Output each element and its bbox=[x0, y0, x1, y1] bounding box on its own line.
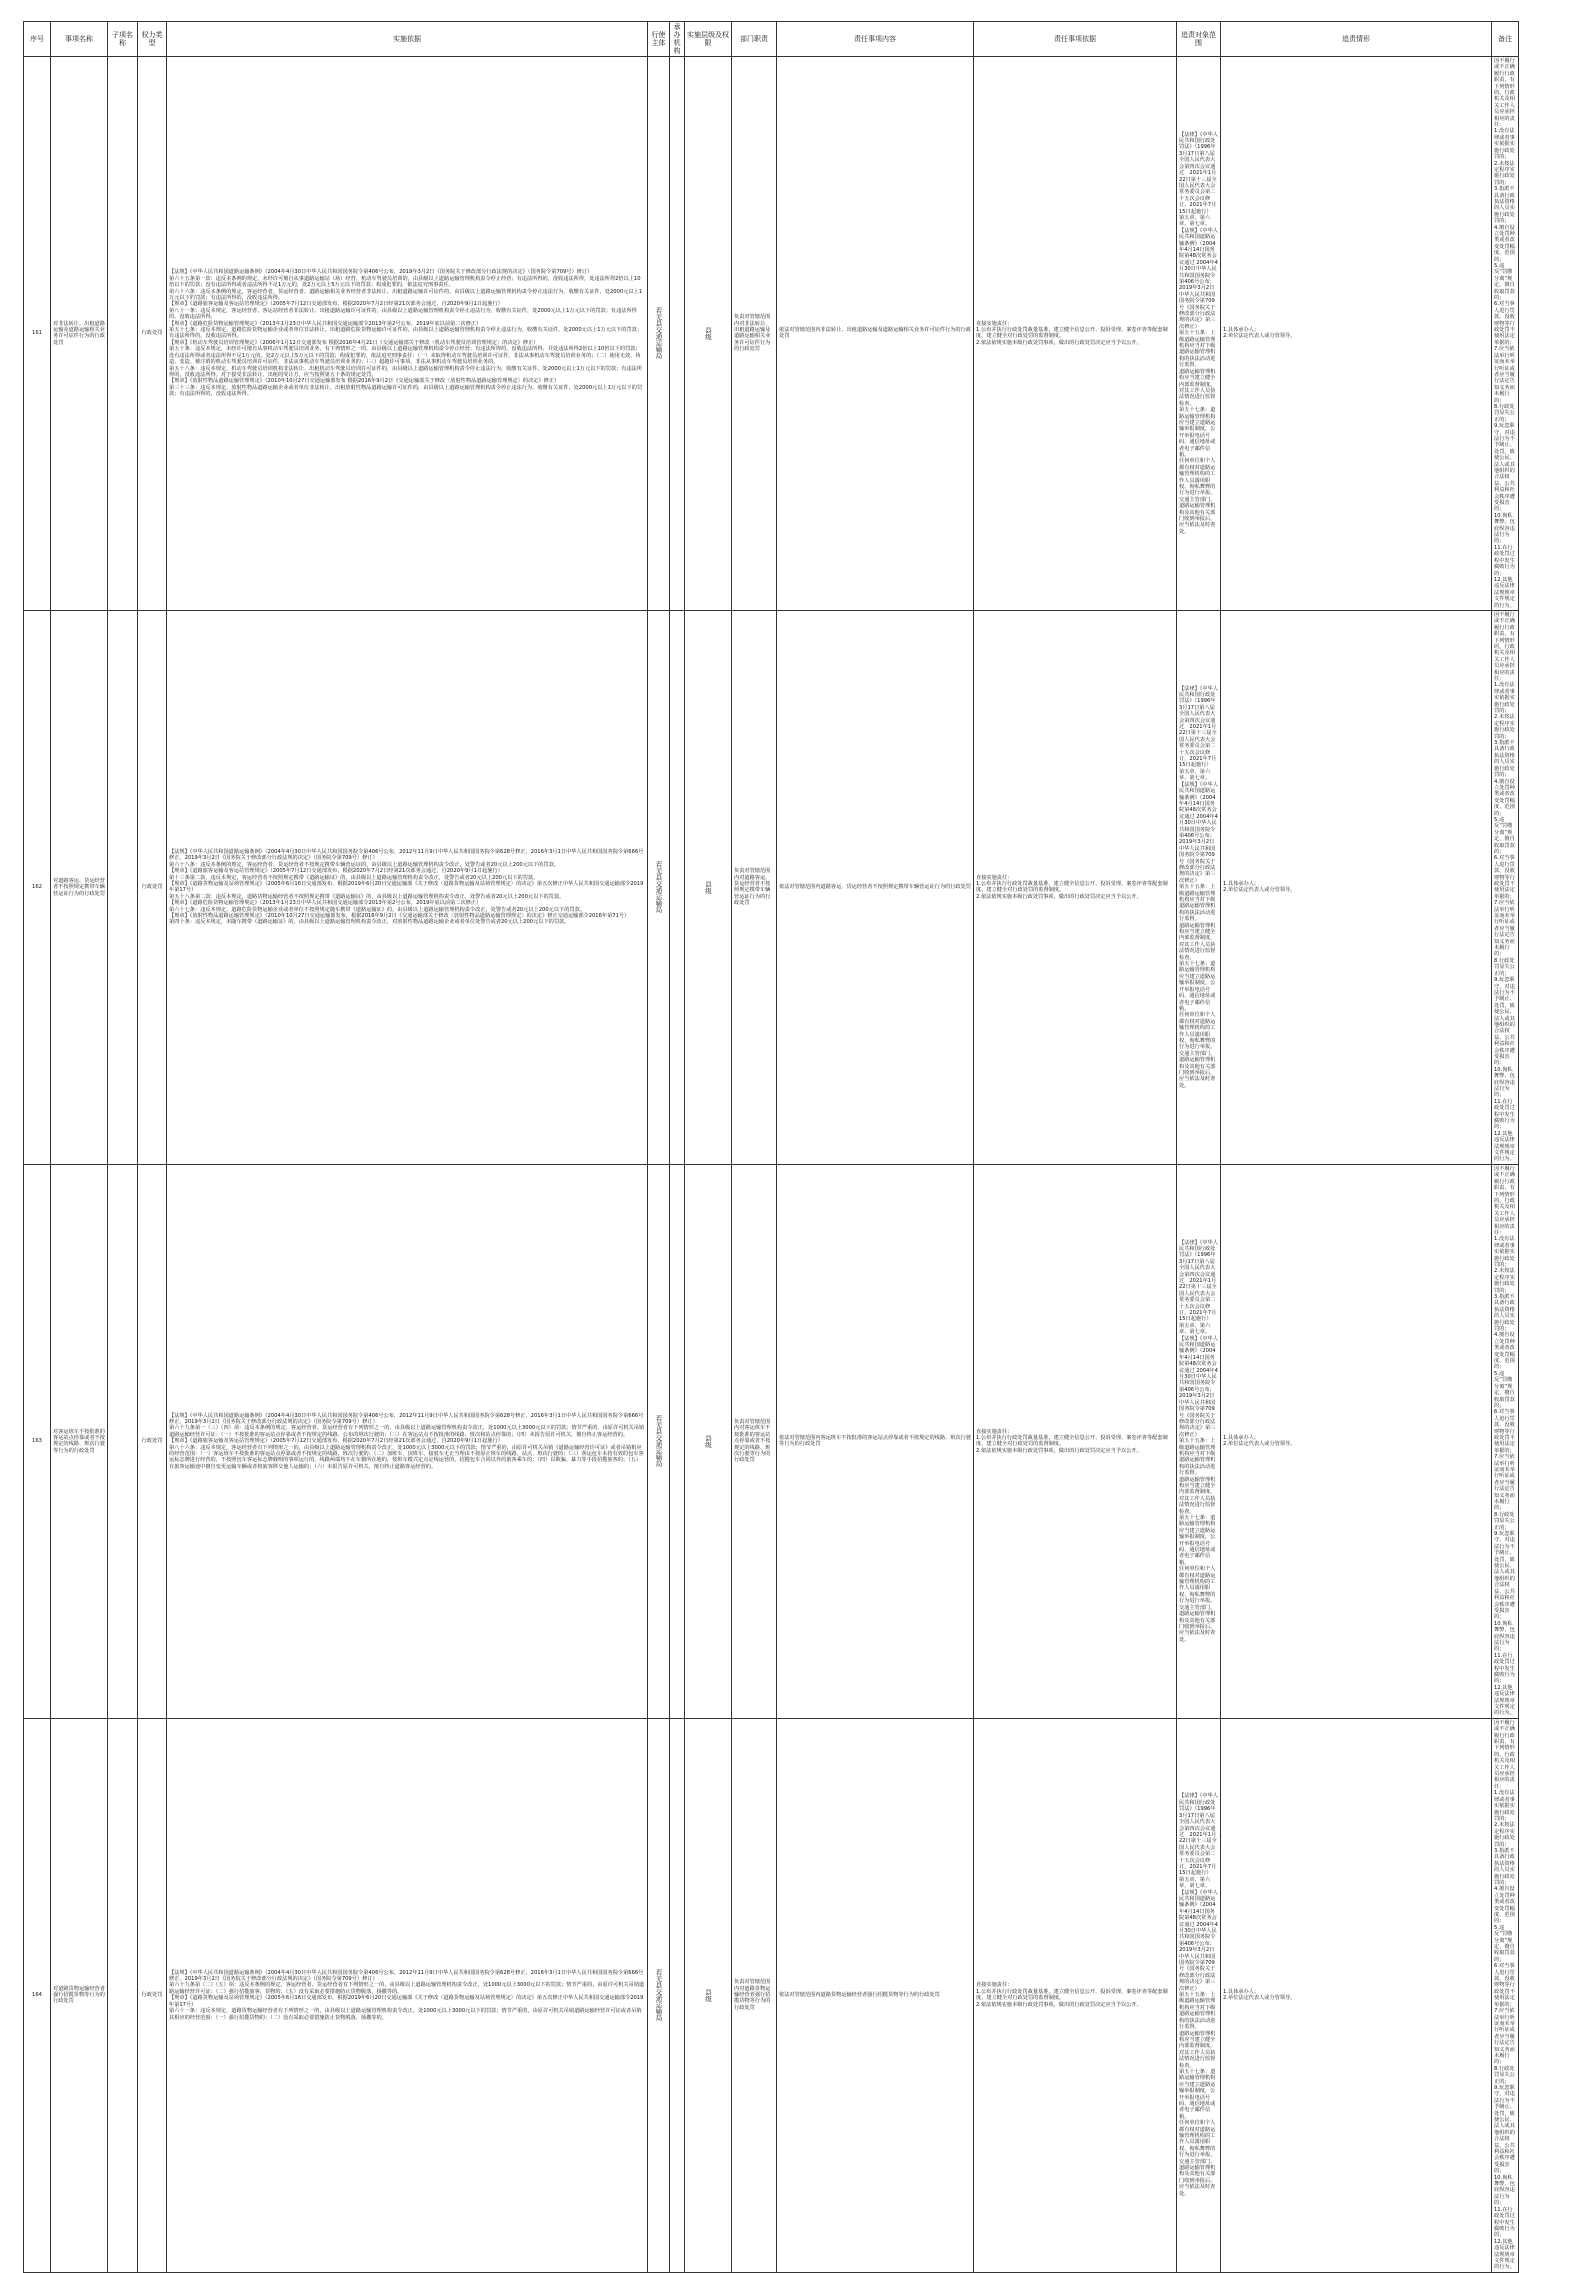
header-sub: 子项名称 bbox=[108, 22, 138, 57]
level: 县级 bbox=[704, 326, 712, 340]
row-no: 164 bbox=[24, 1718, 51, 2272]
duty-basis: 【法律】《中华人民共和国行政处罚法》（1996年3月17日第八届全国人民代表大会第四次会议通过 2021年1月22日第十三届全国人民代表大会常务委员会第二十五次会议修订，2021年7月15日起施行） 第五章、第六章、第七章。 【法规】《中华人民共和国道路运输条例》（2004年4月14日国务院第48次常务会议通过 2004年4月30日中华人民共和国国务院令第406号公布；2019年3月2日中华人民共和国国务院令第709号《国务院关于修改部分行政法规的决定》第三次修正） 第五十五条：上级道路运输管理机构应当对下级道路运输管理机构的执法活动进行监督。 道路运输管理机构应当建立健全内部监督制度，对其工作人员执法情况进行监督检查。 第五十七条：道路运输管理机构应当建立道路运输举报制度，公开举报电话号码、通信地址或者电子邮件信箱。 任何单位和个人都有权对道路运输管理机构的工作人员滥用职权、徇私舞弊的行为进行举报。交通主管部门、道路运输管理机构及其他有关部门收到举报后，应当依法及时查处。 bbox=[1177, 57, 1221, 611]
sub-item bbox=[108, 1718, 138, 2272]
accountability-situation: 因不履行或不正确履行行政职责，有下列情形的，行政机关及相关工作人员应承担相应的责任： 1.没有法律或者事实依据实施行政处罚的； 2.未按法定程序实施行政处罚的； 3.指派不具备行政执法资格的人员实施行政处罚的； 4.擅自设立处罚种类或者改变处罚幅度、范围的； 5.违反“罚缴分离”规定，擅自收取罚款的； 6.对当事人进行罚款，没收财物等行政处罚不使用法定单据的； 7.应当依法举行听证而未举行听证或者应当履行法定告知义务而未履行的； 8.行政处罚显失公正的； 9.玩忽职守，对违法行为不予制止、处罚，致使公民、法人或其他组织的合法权益、公共利益和社会秩序遭受损害的； 10.徇私舞弊、包庇纵容违法行为的； 11.在行政处罚过程中发生腐败行为的； 12.其他违反法律法规规章文件规定的行为。 bbox=[1492, 1718, 1519, 2272]
duty-basis: 【法律】《中华人民共和国行政处罚法》（1996年3月17日第八届全国人民代表大会第四次会议通过 2021年1月22日第十三届全国人民代表大会常务委员会第二十五次会议修订，2021年7月15日起施行） 第五章、第六章、第七章。 【法规】《中华人民共和国道路运输条例》（2004年4月14日国务院第48次常务会议通过 2004年4月30日中华人民共和国国务院令第406号公布；2019年3月2日中华人民共和国国务院令第709号《国务院关于修改部分行政法规的决定》第三次修正） 第五十五条：上级道路运输管理机构应当对下级道路运输管理机构的执法活动进行监督。 道路运输管理机构应当建立健全内部监督制度，对其工作人员执法情况进行监督检查。 第五十七条：道路运输管理机构应当建立道路运输举报制度，公开举报电话号码、通信地址或者电子邮件信箱。 任何单位和个人都有权对道路运输管理机构的工作人员滥用职权、徇私舞弊的行为进行举报。交通主管部门、道路运输管理机构及其他有关部门收到举报后，应当依法及时查处。 bbox=[1177, 610, 1221, 1164]
accountability-scope: 1.具体承办人； 2.单位法定代表人或分管领导。 bbox=[1221, 610, 1492, 1164]
header-situation: 追责情形 bbox=[1221, 22, 1492, 57]
subject: 若羌县交通运输局 bbox=[654, 307, 663, 360]
item-name: 对道路货物运输经营者强行招揽货物等行为的行政处罚 bbox=[51, 1718, 108, 2272]
duty-content: 直接实施责任： 1.公布并执行行政处罚裁量基准，建立健全信息公开、投诉受理、案卷评查等配套制度，建立健全对行政处罚的监督制度。 2.依法依规实施本级行政处罚事项，做出的行政处罚决定应当予以公开。 bbox=[974, 57, 1177, 611]
level: 县级 bbox=[704, 1434, 712, 1448]
legal-basis: 【法规】《中华人民共和国道路运输条例》（2004年4月30日中华人民共和国国务院令第406号公布，2012年11月9日中华人民共和国国务院令第628号修正，2016年3月1日中华人民共和国国务院令第666号修正，2019年3月2日《国务院关于修改部分行政法规的决定》（国务院令第709号）修订） 第六十九条第（二）（五）项：违反本条例的规定，客运经营者、货运经营者有下列情形之一的，由县级以上道路运输管理机构责令改正，处1000元以上3000元以下的罚款；情节严重的，由原许可机关吊销道路运输经营许可证：（二）强行招揽旅客、货物的；（五）没有采取必要措施防止货物脱落、扬撒等的。 【规章】《道路货物运输及站场管理规定》（2005年6月16日交通部发布，根据2019年6月20日交通运输部《关于修改〈道路货物运输及站场管理规定〉的决定》第五次修正中华人民共和国交通运输部令2019年第17号） 第六十一条：违反本规定，道路货物运输经营者有下列情形之一的，由县级以上道路运输管理机构责令改正，处1000元以上3000元以下的罚款；情节严重的，由原许可机关吊销道路运输经营许可证或者吊销其相应的经营范围：（一）强行招揽货物的；（二）没有采取必要措施防止货物脱落、扬撒等的。 bbox=[167, 1718, 648, 2272]
duty-basis: 【法律】《中华人民共和国行政处罚法》（1996年3月17日第八届全国人民代表大会第四次会议通过 2021年1月22日第十三届全国人民代表大会常务委员会第二十五次会议修订，2021年7月15日起施行） 第五章、第六章、第七章。 【法规】《中华人民共和国道路运输条例》（2004年4月14日国务院第48次常务会议通过 2004年4月30日中华人民共和国国务院令第406号公布；2019年3月2日中华人民共和国国务院令第709号《国务院关于修改部分行政法规的决定》第三次修正） 第五十五条：上级道路运输管理机构应当对下级道路运输管理机构的执法活动进行监督。 道路运输管理机构应当建立健全内部监督制度，对其工作人员执法情况进行监督检查。 第五十七条：道路运输管理机构应当建立道路运输举报制度，公开举报电话号码、通信地址或者电子邮件信箱。 任何单位和个人都有权对道路运输管理机构的工作人员滥用职权、徇私舞弊的行为进行举报。交通主管部门、道路运输管理机构及其他有关部门收到举报后，应当依法及时查处。 bbox=[1177, 1718, 1221, 2272]
duty-basis: 【法律】《中华人民共和国行政处罚法》（1996年3月17日第八届全国人民代表大会第四次会议通过 2021年1月22日第十三届全国人民代表大会常务委员会第二十五次会议修订，2021年7月15日起施行） 第五章、第六章、第七章。 【法规】《中华人民共和国道路运输条例》（2004年4月14日国务院第48次常务会议通过 2004年4月30日中华人民共和国国务院令第406号公布；2019年3月2日中华人民共和国国务院令第709号《国务院关于修改部分行政法规的决定》第三次修正） 第五十五条：上级道路运输管理机构应当对下级道路运输管理机构的执法活动进行监督。 道路运输管理机构应当建立健全内部监督制度，对其工作人员执法情况进行监督检查。 第五十七条：道路运输管理机构应当建立道路运输举报制度，公开举报电话号码、通信地址或者电子邮件信箱。 任何单位和个人都有权对道路运输管理机构的工作人员滥用职权、徇私舞弊的行为进行举报。交通主管部门、道路运输管理机构及其他有关部门收到举报后，应当依法及时查处。 bbox=[1177, 1164, 1221, 1718]
level: 县级 bbox=[704, 1988, 712, 2002]
legal-basis: 【法规】《中华人民共和国道路运输条例》（2004年4月30日中华人民共和国国务院令第406号公布，2012年11月9日中华人民共和国国务院令第628号修正，2016年3月1日中华人民共和国国务院令第666号修正，2019年3月2日《国务院关于修改部分行政法规的决定》（国务院令第709号）修订） 第六十九条第一（三）（四）项：违反本条例的规定，客运经营者、货运经营者有下列情形之一的，由县级以上道路运输管理机构责令改正，处1000元以上3000元以下的罚款；情节严重的，由原许可机关吊销道路运输经营许可证：（一）不按批准的客运站点停靠或者不按规定的线路、公布的班次行驶的；（三）在客运站点不按批准的线路、班次和站点停靠的；（四）未报告原许可机关，擅自终止客运经营的。 【规章】《道路旅客运输及客运站管理规定》（2005年7月12日交通部发布，根据2020年7月2日经第21次部务会通过，自2020年9月1日起施行） 第八十六条：违反本规定，客运经营者有下列情形之一的，由县级以上道路运输管理机构责令改正，处1000元以上3000元以下的罚款；情节严重的，由原许可机关吊销《道路运输经营许可证》或者吊销相应的经营范围：（一）客运班车不按批准的客运站点停靠或者不按规定的线路、班次行驶的；（二）加班车、顶班车、接驳车无正当理由不按原正班车的线路、站点、班次行驶的；（三）客运包车未持有效的包车客运标志牌进行经营的，不按照包车客运标志牌载明的事项运行的，线路两端均不在车籍所在地的，按班车模式定点定线运营的，招揽包车合同以外的旅客乘车的；（四）以欺骗、暴力等手段招揽旅客的；（五）在旅客运输途中擅自变更运输车辆或者将旅客移交他人运输的；（六）未报告原许可机关，擅自终止道路客运经营的。 bbox=[167, 1164, 648, 1718]
duty-content: 直接实施责任： 1.公布并执行行政处罚裁量基准，建立健全信息公开、投诉受理、案卷评查等配套制度，建立健全对行政处罚的监督制度。 2.依法依规实施本级行政处罚事项，做出的行政处罚决定应当予以公开。 bbox=[974, 1718, 1177, 2272]
header-no: 序号 bbox=[24, 22, 51, 57]
accountability-situation: 因不履行或不正确履行行政职责，有下列情形的，行政机关及相关工作人员应承担相应的责任： 1.没有法律或者事实依据实施行政处罚的； 2.未按法定程序实施行政处罚的； 3.指派不具备行政执法资格的人员实施行政处罚的； 4.擅自设立处罚种类或者改变处罚幅度、范围的； 5.违反“罚缴分离”规定，擅自收取罚款的； 6.对当事人进行罚款，没收财物等行政处罚不使用法定单据的； 7.应当依法举行听证而未举行听证或者应当履行法定告知义务而未履行的； 8.行政处罚显失公正的； 9.玩忽职守，对违法行为不予制止、处罚，致使公民、法人或其他组织的合法权益、公共利益和社会秩序遭受损害的； 10.徇私舞弊、包庇纵容违法行为的； 11.在行政处罚过程中发生腐败行为的； 12.其他违反法律法规规章文件规定的行为。 bbox=[1492, 1164, 1519, 1718]
header-scope: 追责对象范围 bbox=[1177, 22, 1221, 57]
duty: 负责对管辖范围内对道路客运、货运经营者不按照规定携带车辆营运证行为的行政处罚 bbox=[732, 610, 777, 1164]
row-no: 163 bbox=[24, 1164, 51, 1718]
power-type: 行政处罚 bbox=[138, 1164, 167, 1718]
subject: 若羌县交通运输局 bbox=[654, 861, 663, 914]
office bbox=[670, 57, 685, 611]
accountability-scope: 1.具体承办人； 2.单位法定代表人或分管领导。 bbox=[1221, 57, 1492, 611]
power-type: 行政处罚 bbox=[138, 610, 167, 1164]
dept-duty: 依法对管辖范围内非法转让、出租道路运输及道路运输相关业务许可证件行为的行政处罚 bbox=[777, 57, 974, 611]
power-list-table bbox=[23, 21, 1519, 2273]
header-dept-duty: 部门职责 bbox=[732, 22, 777, 57]
level: 县级 bbox=[704, 880, 712, 894]
table-row bbox=[24, 1718, 1519, 2272]
sub-item bbox=[108, 610, 138, 1164]
row-no: 161 bbox=[24, 57, 51, 611]
office bbox=[670, 1718, 685, 2272]
row-no: 162 bbox=[24, 610, 51, 1164]
table-row bbox=[24, 1164, 1519, 1718]
duty: 负责对管辖范围内对客运班车不按批准的客运站点停靠或者不按规定的线路、班次行驶等行为的行政处罚 bbox=[732, 1164, 777, 1718]
header-duty-content: 责任事项内容 bbox=[777, 22, 974, 57]
sub-item bbox=[108, 57, 138, 611]
header-duty-basis: 责任事项依据 bbox=[974, 22, 1177, 57]
item-name: 对非法转让、出租道路运输及道路运输相关业务许可证件行为的行政处罚 bbox=[51, 57, 108, 611]
header-type: 权力类型 bbox=[138, 22, 167, 57]
power-type: 行政处罚 bbox=[138, 57, 167, 611]
accountability-scope: 1.具体承办人； 2.单位法定代表人或分管领导。 bbox=[1221, 1164, 1492, 1718]
sub-item bbox=[108, 1164, 138, 1718]
header-subject: 行使主体 bbox=[648, 22, 670, 57]
header-level: 实施层级及权限 bbox=[685, 22, 732, 57]
office bbox=[670, 610, 685, 1164]
item-name: 对道路客运、货运经营者不按照规定携带车辆营运证行为的行政处罚 bbox=[51, 610, 108, 1164]
header-row bbox=[24, 22, 1519, 57]
table-row bbox=[24, 610, 1519, 1164]
accountability-situation: 因不履行或不正确履行行政职责，有下列情形的，行政机关及相关工作人员应承担相应的责任： 1.没有法律或者事实依据实施行政处罚的； 2.未按法定程序实施行政处罚的； 3.指派不具备行政执法资格的人员实施行政处罚的； 4.擅自设立处罚种类或者改变处罚幅度、范围的； 5.违反“罚缴分离”规定，擅自收取罚款的； 6.对当事人进行罚款，没收财物等行政处罚不使用法定单据的； 7.应当依法举行听证而未举行听证或者应当履行法定告知义务而未履行的； 8.行政处罚显失公正的； 9.玩忽职守，对违法行为不予制止、处罚，致使公民、法人或其他组织的合法权益、公共利益和社会秩序遭受损害的； 10.徇私舞弊、包庇纵容违法行为的； 11.在行政处罚过程中发生腐败行为的； 12.其他违反法律法规规章文件规定的行为。 bbox=[1492, 57, 1519, 611]
accountability-scope: 1.具体承办人； 2.单位法定代表人或分管领导。 bbox=[1221, 1718, 1492, 2272]
duty-content: 直接实施责任： 1.公布并执行行政处罚裁量基准，建立健全信息公开、投诉受理、案卷评查等配套制度，建立健全对行政处罚的监督制度。 2.依法依规实施本级行政处罚事项，做出的行政处罚决定应当予以公开。 bbox=[974, 1164, 1177, 1718]
duty-content: 直接实施责任： 1.公布并执行行政处罚裁量基准，建立健全信息公开、投诉受理、案卷评查等配套制度，建立健全对行政处罚的监督制度。 2.依法依规实施本级行政处罚事项，做出的行政处罚决定应当予以公开。 bbox=[974, 610, 1177, 1164]
legal-basis: 【法规】《中华人民共和国道路运输条例》（2004年4月30日中华人民共和国国务院令第406号公布，2019年3月2日《国务院关于修改部分行政法规的决定》（国务院令第709号）修订） 第六十五条第一款：违反本条例的规定，未经许可擅自从事道路运输站（场）经营、机动车驾驶员培训的，由县级以上道路运输管理机构责令停止经营；有违法所得的，没收违法所得，处违法所得2倍以上10倍以下的罚款；没有违法所得或者违法所得不足1万元的，处2万元以上5万元以下的罚款；构成犯罪的，依法追究刑事责任。 第六十六条：违反本条例的规定，客运经营者、货运经营者、道路运输相关业务经营者非法转让、出租道路运输许可证件的，由县级以上道路运输管理机构责令停止违法行为，收缴有关证件，处2000元以上1万元以下的罚款；有违法所得的，没收违法所得。 【规章】《道路旅客运输及客运站管理规定》（2005年7月12日交通部发布，根据2020年7月2日经第21次部务会通过，自2020年9月1日起施行） 第八十一条：违反本规定，客运经营者、客运站经营者非法转让、出租道路运输许可证件的，由县级以上道路运输管理机构责令停止违法行为，收缴有关证件，处2000元以上1万元以下的罚款；有违法所得的，没收违法所得。 【规章】《道路危险货物运输管理规定》（2013年1月23日中华人民共和国交通运输部令2013年第2号公布，2019年底以前第二次修正） 第五十七条：违反本规定，道路危险货物运输企业或者单位非法转让、出租道路危险货物运输许可证件的，由县级以上道路运输管理机构责令停止违法行为，收缴有关证件，处2000元以上1万元以下的罚款；有违法所得的，没收违法所得。 【规章】《机动车驾驶员培训管理规定》（2006年1月12日交通部发布 根据2016年4月21日《交通运输部关于修改〈机动车驾驶员培训管理规定〉的决定》修正） 第五十条：违反本规定，未经许可擅自从事机动车驾驶员培训业务，有下列情形之一的，由县级以上道路运输管理机构责令停止经营；有违法所得的，没收违法所得，并处违法所得2倍以上10倍以下的罚款；没有违法所得或者违法所得不足1万元的，处2万元以上5万元以下的罚款；构成犯罪的，依法追究刑事责任：（一）未取得机动车驾驶员培训许可证件，非法从事机动车驾驶员培训业务的；（二）使用无效、伪造、变造、被注销的机动车驾驶员培训许可证件，非法从事机动车驾驶员培训业务的；（三）超越许可事项，非法从事机动车驾驶员培训业务的。 第五十八条：违反本规定，机动车驾驶员培训机构非法转让、出租机动车驾驶员培训许可证件的，由县级以上道路运输管理机构责令停止违法行为，收缴有关证件，处2000元以上1万元以下的罚款；有违法所得的，没收违法所得。对于接受非法转让、出租的受让方，应当按照第五十条的规定处罚。 【规章】《放射性物品道路运输管理规定》（2010年10月27日交通运输部发布 根据2016年9月2日《交通运输部关于修改〈放射性物品道路运输管理规定〉的决定》修正） 第三十三条：违反本规定，放射性物品道路运输企业或者单位非法转让、出租放射性物品道路运输许可证件的，由县级以上道路运输管理机构责令停止违法行为，收缴有关证件，处2000元以上1万元以下的罚款；有违法所得的，没收违法所得。 bbox=[167, 57, 648, 611]
item-name: 对客运班车不按批准的客运站点停靠或者不按规定的线路、班次行驶等行为的行政处罚 bbox=[51, 1164, 108, 1718]
table-row bbox=[24, 57, 1519, 611]
dept-duty: 依法对管辖范围内道路客运、货运经营者不按照规定携带车辆营运证行为的行政处罚 bbox=[777, 610, 974, 1164]
power-type: 行政处罚 bbox=[138, 1718, 167, 2272]
duty: 负责对管辖范围内对非法转让、出租道路运输及道路运输相关业务许可证件行为的行政处罚 bbox=[732, 57, 777, 611]
accountability-situation: 因不履行或不正确履行行政职责，有下列情形的，行政机关及相关工作人员应承担相应的责任： 1.没有法律或者事实依据实施行政处罚的； 2.未按法定程序实施行政处罚的； 3.指派不具备行政执法资格的人员实施行政处罚的； 4.擅自设立处罚种类或者改变处罚幅度、范围的； 5.违反“罚缴分离”规定，擅自收取罚款的； 6.对当事人进行罚款，没收财物等行政处罚不使用法定单据的； 7.应当依法举行听证而未举行听证或者应当履行法定告知义务而未履行的； 8.行政处罚显失公正的； 9.玩忽职守，对违法行为不予制止、处罚，致使公民、法人或其他组织的合法权益、公共利益和社会秩序遭受损害的； 10.徇私舞弊、包庇纵容违法行为的； 11.在行政处罚过程中发生腐败行为的； 12.其他违反法律法规规章文件规定的行为。 bbox=[1492, 610, 1519, 1164]
duty: 负责对管辖范围内对道路货物运输经营者强行招揽货物等行为的行政处罚 bbox=[732, 1718, 777, 2272]
header-note: 备注 bbox=[1492, 22, 1519, 57]
dept-duty: 依法对管辖范围内客运班车不按批准的客运站点停靠或者不按规定的线路、班次行驶等行为的行政处罚 bbox=[777, 1164, 974, 1718]
subject: 若羌县交通运输局 bbox=[654, 1969, 663, 2022]
dept-duty: 依法对管辖范围内道路货物运输经营者强行招揽货物等行为的行政处罚 bbox=[777, 1718, 974, 2272]
subject: 若羌县交通运输局 bbox=[654, 1415, 663, 1468]
office bbox=[670, 1164, 685, 1718]
header-name: 事项名称 bbox=[51, 22, 108, 57]
legal-basis: 【法规】《中华人民共和国道路运输条例》（2004年4月30日中华人民共和国国务院令第406号公布，2012年11月9日中华人民共和国国务院令第628号修正，2016年3月1日中华人民共和国国务院令第666号修正，2019年3月2日《国务院关于修改部分行政法规的决定》（国务院令第709号）修订） 第六十八条：违反本条例的规定，客运经营者、货运经营者不按规定携带车辆营运证的，由县级以上道路运输管理机构责令改正，处警告或者20元以上200元以下的罚款。 【规章】《道路旅客运输及客运站管理规定》（2005年7月12日交通部发布，根据2020年7月2日经第21次部务会通过，自2020年9月1日起施行） 第十三条第二款，违反本规定，客运经营者不按照规定携带《道路运输证》的，由县级以上道路运输管理机构责令改正，处警告或者20元以上200元以下的罚款。 【规章】《道路货物运输及站场管理规定》（2005年6月16日交通部发布，根据2019年6月20日交通运输部《关于修改〈道路货物运输及站场管理规定〉的决定》第五次修正中华人民共和国交通运输部令2019年第17号） 第五十八条第二款：违反本规定，道路货物运输经营者不按照规定携带《道路运输证》的，由县级以上道路运输管理机构责令改正，处警告或者20元以上200元以下的罚款。 【规章】《道路危险货物运输管理规定》（2013年1月23日中华人民共和国交通运输部令2013年第2号公布，2019年底以前第二次修正） 第六十七条：违反本规定，道路危险货物运输企业或者单位不按照规定随车携带《道路运输证》的，由县级以上道路运输管理机构责令改正，处警告或者20元以上200元以下的罚款。 【规章】《放射性物品道路运输管理规定》（2010年10月27日交通运输部发布，根据2016年9月2日《交通运输部关于修改〈放射性物品道路运输管理规定〉的决定》修正交通运输部令2016年第71号） 第四十条：违反本规定，未随车携带《道路运输证》的，由县级以上道路运输管理机构责令改正，对放射性物品道路运输企业或者单位处警告或者20元以上200元以下的罚款。 bbox=[167, 610, 648, 1164]
header-basis: 实施依据 bbox=[167, 22, 648, 57]
header-office: 承办机构 bbox=[670, 22, 685, 57]
